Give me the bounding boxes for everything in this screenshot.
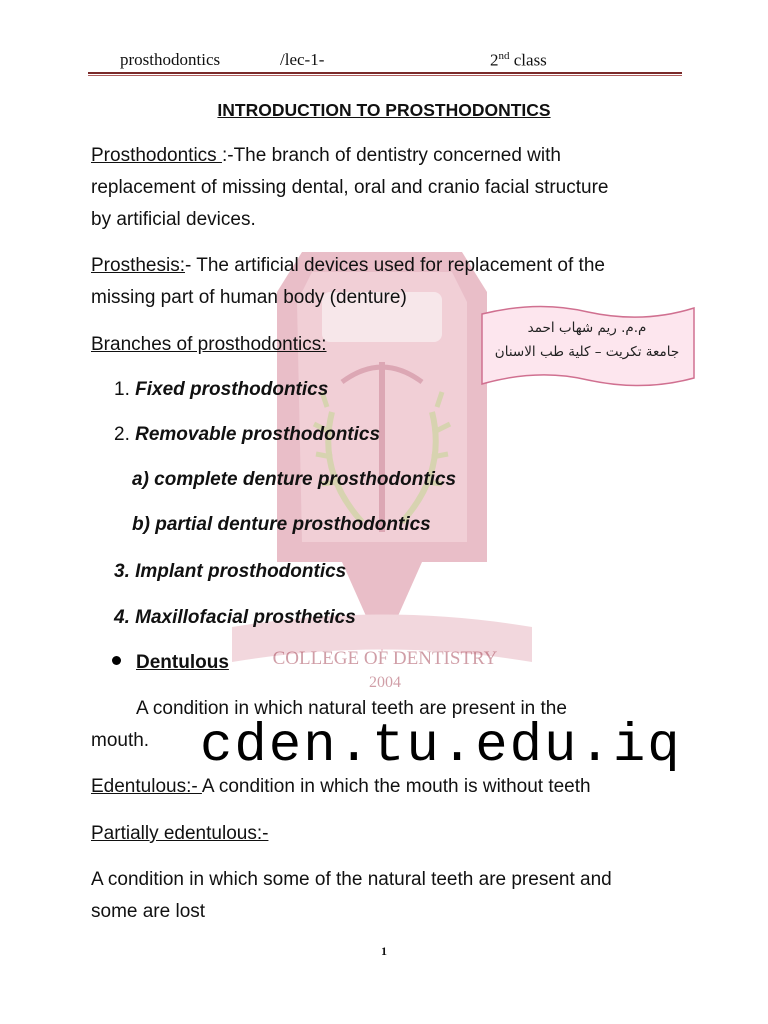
branch-item-2 [114, 419, 380, 451]
class-suffix: nd [498, 50, 510, 62]
dentulous-definition-line2: mouth. [91, 730, 150, 751]
branch-sub-a: a) complete denture prosthodontics [132, 469, 457, 490]
prosthesis-text: - The artificial devices used for replacement of the [184, 255, 605, 276]
header-lecture: /lec-1- [280, 50, 325, 69]
partially-edentulous-term: Partially edentulous:- [91, 823, 269, 844]
branch-item-1 [114, 374, 328, 406]
class-number: 2 [490, 50, 499, 70]
prosthodontics-text: :-The branch of dentistry concerned with [221, 145, 561, 166]
prosthodontics-definition-line3: by artificial devices. [91, 209, 256, 230]
website-watermark: cden.tu.edu.iq [200, 716, 682, 777]
header-subject: prosthodontics [120, 50, 221, 69]
branch-item-4: 4. Maxillofacial prosthetics [114, 607, 356, 628]
page-number: 1 [381, 944, 387, 958]
prosthodontics-term: Prosthodontics [91, 145, 222, 166]
class-label: class [513, 50, 547, 70]
branch-sub-b: b) partial denture prosthodontics [132, 514, 431, 535]
prosthodontics-definition-line2: replacement of missing dental, oral and cranio facial structure [91, 177, 609, 198]
edentulous-definition [91, 771, 591, 803]
branch-item-2-number: 2. [114, 424, 136, 445]
branches-heading: Branches of prosthodontics: [91, 334, 327, 355]
header-rule-thin [88, 75, 682, 76]
page-header [0, 48, 768, 72]
branch-item-1-number: 1. [114, 379, 136, 400]
bullet-icon [112, 656, 121, 665]
prosthodontics-definition-line1 [91, 140, 561, 172]
header-rule [88, 72, 682, 74]
branch-item-2-label: Removable prosthodontics [135, 424, 381, 445]
prosthesis-definition-line1 [91, 250, 605, 282]
branch-item-3: 3. Implant prosthodontics [114, 561, 347, 582]
edentulous-text: A condition in which the mouth is without teeth [201, 776, 591, 797]
crest-year: 2004 [369, 674, 401, 691]
header-class [490, 50, 547, 71]
dentulous-definition-line1: A condition in which natural teeth are present in the [136, 698, 567, 719]
branch-item-1-label: Fixed prosthodontics [135, 379, 329, 400]
partially-edentulous-line1: A condition in which some of the natural teeth are present and [91, 869, 612, 890]
author-stamp-text [482, 316, 692, 364]
stamp-institution: جامعة تكريت – كلية طب الاسنان [494, 344, 680, 360]
partially-edentulous-line2: some are lost [91, 901, 206, 922]
dentulous-term: Dentulous [136, 652, 229, 673]
prosthesis-definition-line2: missing part of human body (denture) [91, 287, 407, 308]
page-title: INTRODUCTION TO PROSTHODONTICS [217, 100, 551, 120]
crest-caption [250, 648, 520, 692]
stamp-author-name: م.م. ريم شهاب احمد [527, 320, 647, 336]
crest-college-name: COLLEGE OF DENTISTRY [272, 648, 498, 669]
prosthesis-term: Prosthesis: [91, 255, 185, 276]
edentulous-term: Edentulous:- [91, 776, 202, 797]
